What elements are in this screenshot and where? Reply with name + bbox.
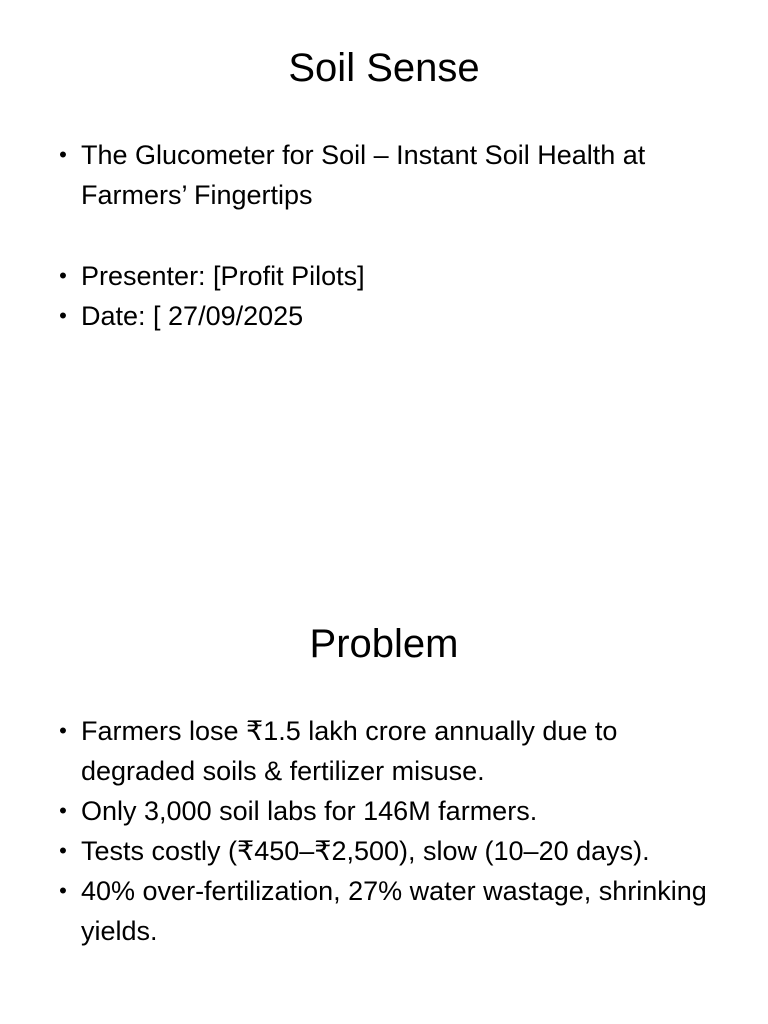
list-item bbox=[0, 871, 768, 951]
bullet-icon: • bbox=[59, 303, 67, 328]
bullet-list bbox=[0, 135, 768, 336]
bullet-icon: • bbox=[59, 718, 67, 743]
bullet-text: Presenter: [Profit Pilots] bbox=[81, 261, 365, 291]
bullet-text: Farmers lose ₹1.5 lakh crore annually due to degraded soils & fertilizer misuse. bbox=[81, 716, 618, 786]
bullet-text: Only 3,000 soil labs for 146M farmers. bbox=[81, 796, 538, 826]
bullet-icon: • bbox=[59, 838, 67, 863]
bullet-icon: • bbox=[59, 263, 67, 288]
bullet-icon: • bbox=[59, 878, 67, 903]
list-item bbox=[0, 135, 768, 215]
list-spacer bbox=[0, 215, 768, 256]
bullet-text: The Glucometer for Soil – Instant Soil Health at Farmers’ Fingertips bbox=[81, 140, 646, 210]
list-item bbox=[0, 791, 768, 831]
bullet-text: Date: [ 27/09/2025 bbox=[81, 301, 304, 331]
bullet-icon: • bbox=[59, 142, 67, 167]
slide-title: Problem bbox=[309, 622, 459, 666]
bullet-icon: • bbox=[59, 798, 67, 823]
bullet-text: 40% over-fertilization, 27% water wastage, shrinking yields. bbox=[81, 876, 707, 946]
bullet-list bbox=[0, 711, 768, 951]
slide-title: Soil Sense bbox=[288, 46, 480, 90]
bullet-text: Tests costly (₹450–₹2,500), slow (10–20 days). bbox=[81, 836, 650, 866]
list-item bbox=[0, 256, 768, 296]
list-item bbox=[0, 831, 768, 871]
list-item bbox=[0, 296, 768, 336]
list-item bbox=[0, 711, 768, 791]
